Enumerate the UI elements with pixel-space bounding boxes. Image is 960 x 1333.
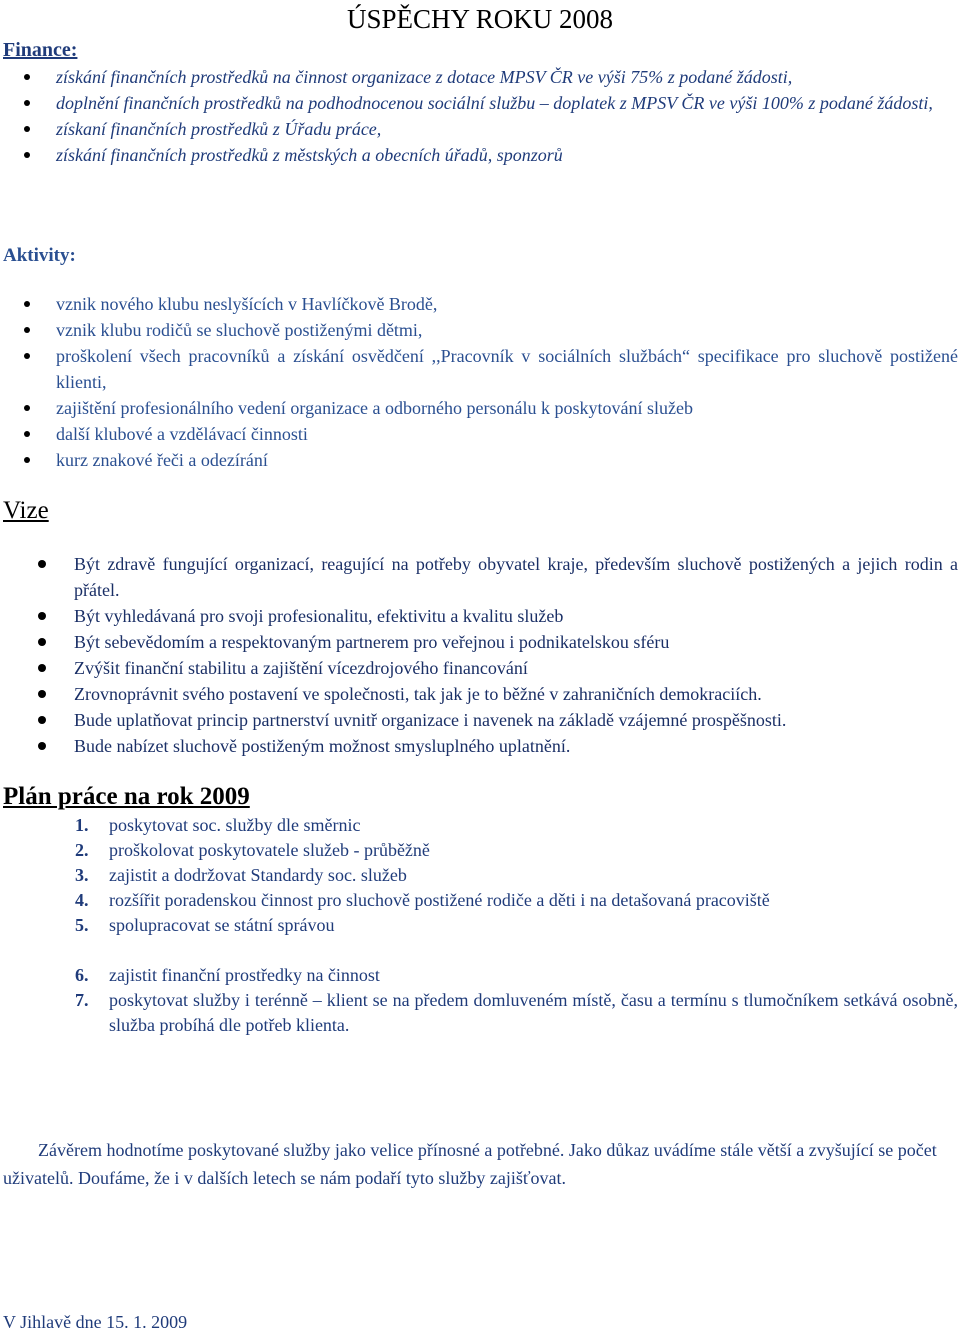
vize-list <box>0 551 958 759</box>
aktivity-list <box>0 291 958 473</box>
list-item: další klubové a vzdělávací činnosti <box>56 421 958 447</box>
list-item: 5. spolupracovat se státní správou <box>109 913 958 938</box>
bullet-icon <box>38 612 46 620</box>
bullet-icon <box>24 100 30 106</box>
bullet-icon <box>38 716 46 724</box>
list-item: proškolení všech pracovníků a získání osvědčení ,,Pracovník v sociálních službách“ specifikace pro sluchově postižené klienti, <box>56 343 958 395</box>
bullet-icon <box>24 327 30 333</box>
list-item: 7. poskytovat služby i terénně – klient se na předem domluveném místě, času a termínu s tlumočníkem setkává osobně, služba probíhá dle potřeb klienta. <box>75 990 958 1035</box>
item-number: 6. <box>75 965 89 985</box>
item-number: 2. <box>75 840 89 860</box>
bullet-icon <box>38 664 46 672</box>
bullet-icon <box>38 638 46 646</box>
item-number: 4. <box>75 890 89 910</box>
list-item: 2. proškolovat poskytovatele služeb - průběžně <box>109 838 958 863</box>
document-date: V Jihlavě dne 15. 1. 2009 <box>3 1312 188 1332</box>
list-item: Zvýšit finanční stabilitu a zajištění vícezdrojového financování <box>74 655 958 681</box>
list-item: 1. poskytovat soc. služby dle směrnic <box>109 813 958 838</box>
list-item: Být zdravě fungující organizací, reagující na potřeby obyvatel kraje, především sluchově postižených a jejich rodin a přátel. <box>74 551 958 603</box>
document-title: ÚSPĚCHY ROKU 2008 <box>346 4 614 34</box>
list-item: Bude uplatňovat princip partnerství uvnitř organizace i navenek na základě vzájemné prospěšnosti. <box>74 707 958 733</box>
section-heading-vize: Vize <box>3 497 49 524</box>
bullet-icon <box>38 560 46 568</box>
item-number: 3. <box>75 865 89 885</box>
bullet-icon <box>24 301 30 307</box>
bullet-icon <box>24 353 30 359</box>
finance-list <box>0 64 958 168</box>
bullet-icon <box>24 405 30 411</box>
section-heading-aktivity: Aktivity: <box>3 245 76 266</box>
conclusion-paragraph: Závěrem hodnotíme poskytované služby jako velice přínosné a potřebné. Jako důkaz uvádíme stále větší a zvyšující se počet uživatelů. Doufáme, že i v dalších letech se nám podaří tyto služby zajišťovat. <box>3 1140 937 1188</box>
bullet-icon <box>24 126 30 132</box>
section-heading-plan: Plán práce na rok 2009 <box>3 783 250 810</box>
list-item: kurz znakové řeči a odezírání <box>56 447 958 473</box>
list-item: 6. zajistit finanční prostředky na činnost <box>109 963 958 988</box>
item-number: 5. <box>75 915 89 935</box>
list-item: získaní finančních prostředků z Úřadu práce, <box>56 116 958 142</box>
list-item: Být vyhledávaná pro svoji profesionalitu, efektivitu a kvalitu služeb <box>74 603 958 629</box>
list-item: doplnění finančních prostředků na podhodnocenou sociální službu – doplatek z MPSV ČR ve výši 100% z podané žádosti, <box>56 90 958 116</box>
bullet-icon <box>38 742 46 750</box>
list-item: získání finančních prostředků z městských a obecních úřadů, sponzorů <box>56 142 958 168</box>
plan-list <box>0 813 958 1038</box>
list-item: získání finančních prostředků na činnost organizace z dotace MPSV ČR ve výši 75% z podané žádosti, <box>56 64 958 90</box>
bullet-icon <box>24 152 30 158</box>
bullet-icon <box>24 431 30 437</box>
bullet-icon <box>38 690 46 698</box>
section-heading-finance: Finance: <box>3 39 78 61</box>
list-item: vznik nového klubu neslyšících v Havlíčkově Brodě, <box>56 291 958 317</box>
list-item: Bude nabízet sluchově postiženým možnost smysluplného uplatnění. <box>74 733 958 759</box>
item-number: 1. <box>75 815 89 835</box>
item-number: 7. <box>75 990 89 1010</box>
list-item: 3. zajistit a dodržovat Standardy soc. služeb <box>109 863 958 888</box>
list-item: Zrovnoprávnit svého postavení ve společnosti, tak jak je to běžné v zahraničních demokraciích. <box>74 681 958 707</box>
list-item: vznik klubu rodičů se sluchově postiženými dětmi, <box>56 317 958 343</box>
bullet-icon <box>24 457 30 463</box>
list-item: 4. rozšířit poradenskou činnost pro sluchově postižené rodiče a děti i na detašovaná pracoviště <box>109 888 958 913</box>
list-item: Být sebevědomím a respektovaným partnerem pro veřejnou i podnikatelskou sféru <box>74 629 958 655</box>
list-item: zajištění profesionálního vedení organizace a odborného personálu k poskytování služeb <box>56 395 958 421</box>
bullet-icon <box>24 74 30 80</box>
